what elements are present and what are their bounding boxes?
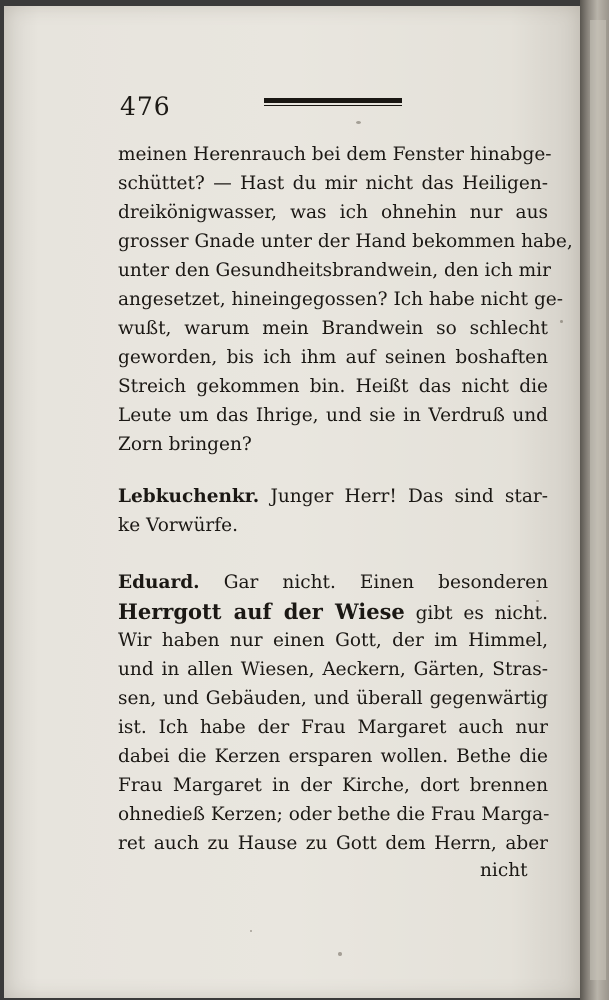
text-line: ohnedieß Kerzen; oder bethe die Frau Marga- (118, 804, 550, 825)
text-line: schüttet? — Hast du mir nicht das Heiligen- (118, 173, 548, 194)
dialogue-first-line (118, 568, 548, 597)
paper-speck (536, 600, 539, 602)
text-line: Frau Margaret in der Kirche, dort brennen (118, 775, 548, 796)
text-line: Streich gekommen bin. Heißt das nicht die (118, 376, 548, 397)
text-line: dreikönigwasser, was ich ohnehin nur aus (118, 202, 548, 223)
text-line: Wir haben nur einen Gott, der im Himmel, (118, 630, 548, 651)
paragraph-3 (118, 568, 548, 858)
rule-thick-line (264, 98, 402, 103)
text-line: ke Vorwürfe. (118, 515, 238, 536)
paper-speck (250, 930, 252, 932)
adjacent-page-sliver (590, 20, 606, 980)
text-line: sen, und Gebäuden, und überall gegenwärtig (118, 688, 548, 709)
text-line: ret auch zu Hause zu Gott dem Herrn, aber (118, 833, 548, 854)
text-line: geworden, bis ich ihm auf seinen boshaften (118, 347, 548, 368)
page-number: 476 (120, 92, 171, 121)
emphasized-phrase: Herrgott auf der Wiese (118, 599, 405, 624)
text-line: ist. Ich habe der Frau Margaret auch nur (118, 717, 548, 738)
text-line: angesetzet, hineingegossen? Ich habe nicht ge- (118, 289, 563, 310)
speaker-name: Lebkuchenkr. (118, 486, 260, 507)
dialogue-text: gibt es nicht. (415, 603, 549, 624)
text-line: grosser Gnade unter der Hand bekommen habe, (118, 231, 573, 252)
text-line: wußt, warum mein Brandwein so schlecht (118, 318, 548, 339)
paragraph-1 (118, 140, 573, 459)
text-line: Zorn bringen? (118, 434, 252, 455)
dialogue-text: Gar nicht. Einen besonderen (223, 572, 548, 593)
rule-thin-line (264, 105, 402, 106)
text-line: unter den Gesundheitsbrandwein, den ich mir (118, 260, 551, 281)
emphasized-line (118, 597, 548, 626)
text-line: Leute um das Ihrige, und sie in Verdruß und (118, 405, 548, 426)
paper-speck (338, 952, 342, 956)
text-line: dabei die Kerzen ersparen wollen. Bethe die (118, 746, 548, 767)
text-line: meinen Herenrauch bei dem Fenster hinabge- (118, 144, 552, 165)
dialogue-first-line (118, 482, 548, 511)
dialogue-text: Junger Herr! Das sind star- (270, 486, 548, 507)
paper-speck (560, 320, 563, 323)
catchword: nicht (480, 860, 528, 881)
paragraph-2 (118, 482, 548, 540)
text-line: und in allen Wiesen, Aeckern, Gärten, Stras- (118, 659, 548, 680)
header-ornament-rule (264, 96, 402, 108)
speaker-name: Eduard. (118, 572, 200, 593)
paper-speck (356, 121, 361, 124)
